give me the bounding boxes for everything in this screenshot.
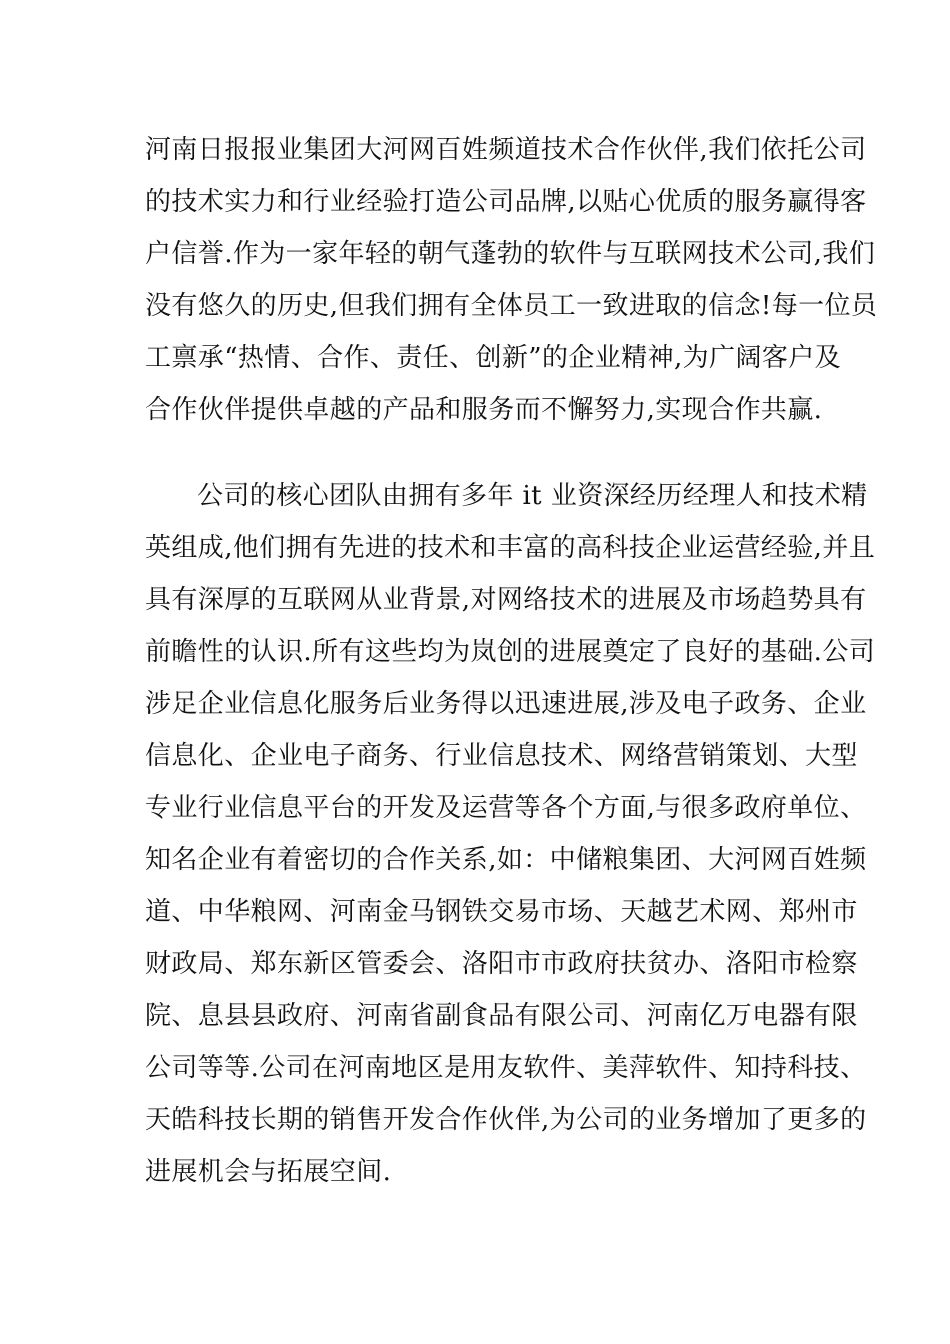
paragraph-2-line-7: 专业行业信息平台的开发及运营等各个方面,与很多政府单位、 — [145, 793, 867, 823]
paragraph-2-line-4: 前瞻性的认识.所有这些均为岚创的进展奠定了良好的基础.公司 — [145, 637, 876, 667]
paragraph-1-line-4: 没有悠久的历史,但我们拥有全体员工一致进取的信念!每一位员 — [145, 291, 878, 321]
paragraph-2-line-9: 道、中华粮网、河南金马钢铁交易市场、天越艺术网、郑州市 — [145, 897, 858, 927]
paragraph-2-line-12: 公司等等.公司在河南地区是用友软件、美萍软件、知持科技、 — [145, 1053, 867, 1083]
paragraph-1-line-2: 的技术实力和行业经验打造公司品牌,以贴心优质的服务赢得客 — [145, 187, 867, 217]
paragraph-1-line-5: 工禀承“热情、合作、责任、创新”的企业精神,为广阔客户及 — [145, 343, 842, 373]
paragraph-2-line-2: 英组成,他们拥有先进的技术和丰富的高科技企业运营经验,并且 — [145, 533, 876, 563]
paragraph-2-line-14: 进展机会与拓展空间. — [145, 1157, 392, 1187]
paragraph-1-line-1: 河南日报报业集团大河网百姓频道技术合作伙伴,我们依托公司 — [145, 135, 867, 165]
paragraph-2-line-13: 天皓科技长期的销售开发合作伙伴,为公司的业务增加了更多的 — [145, 1105, 867, 1135]
paragraph-2-line-3: 具有深厚的互联网从业背景,对网络技术的进展及市场趋势具有 — [145, 585, 867, 615]
paragraph-1-line-6: 合作伙伴提供卓越的产品和服务而不懈努力,实现合作共赢. — [145, 395, 823, 425]
paragraph-2-line-11: 院、息县县政府、河南省副食品有限公司、河南亿万电器有限 — [145, 1001, 858, 1031]
paragraph-2-line-8: 知名企业有着密切的合作关系,如：中储粮集团、大河网百姓频 — [145, 845, 867, 875]
paragraph-2-line-6: 信息化、企业电子商务、行业信息技术、网络营销策划、大型 — [145, 741, 858, 771]
paragraph-2-line-1: 公司的核心团队由拥有多年 it 业资深经历经理人和技术精 — [197, 481, 868, 511]
paragraph-2-line-10: 财政局、郑东新区管委会、洛阳市市政府扶贫办、洛阳市检察 — [145, 949, 858, 979]
paragraph-1-line-3: 户信誉.作为一家年轻的朝气蓬勃的软件与互联网技术公司,我们 — [145, 239, 876, 269]
paragraph-2-line-5: 涉足企业信息化服务后业务得以迅速进展,涉及电子政务、企业 — [145, 689, 867, 719]
